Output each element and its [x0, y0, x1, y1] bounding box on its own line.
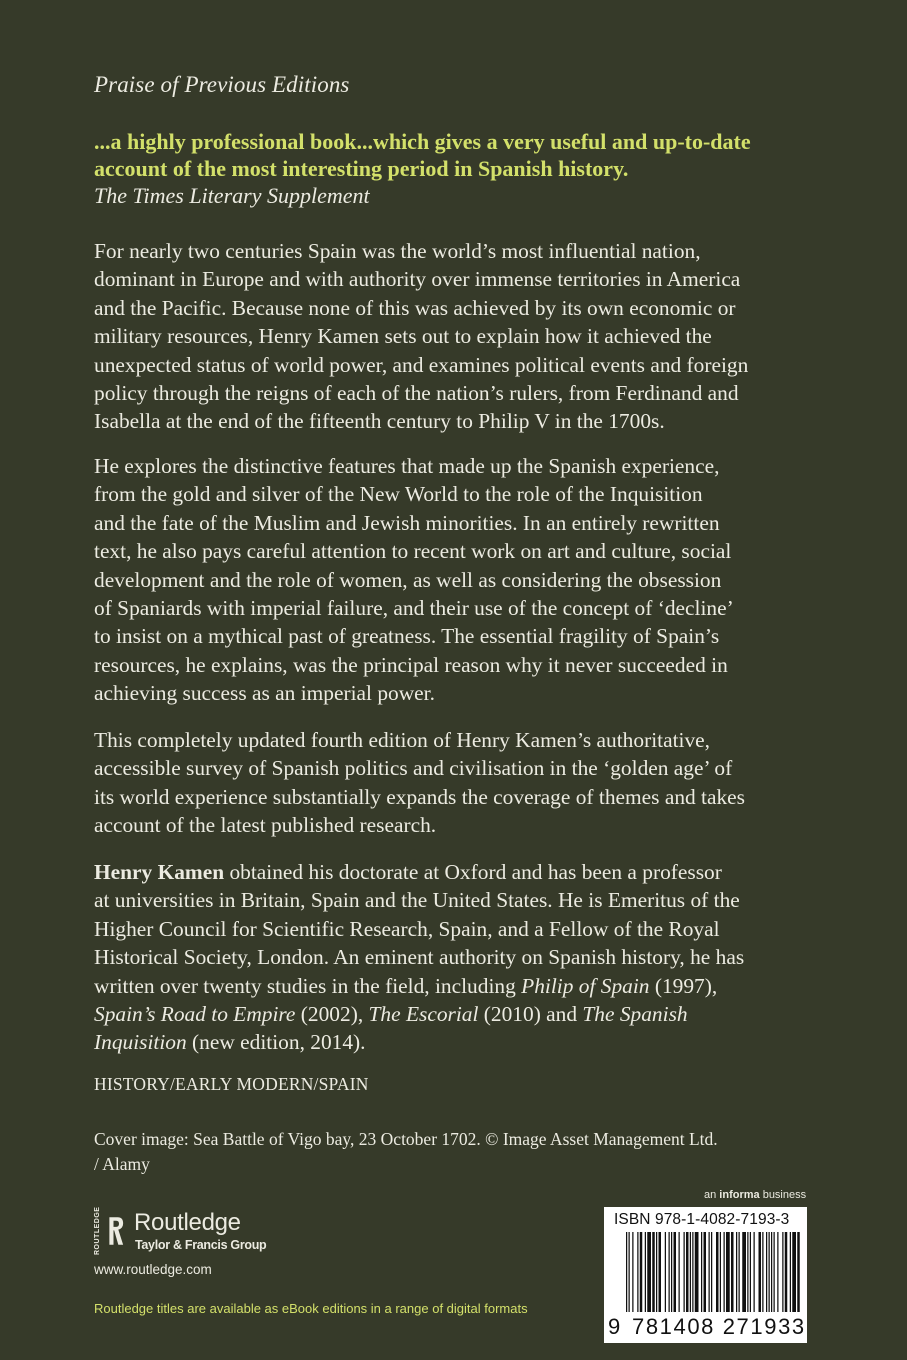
- author-name: Henry Kamen: [94, 860, 225, 884]
- text-line: and the fate of the Muslim and Jewish minorities. In an entirely rewritten: [94, 510, 720, 535]
- text-span: (2002),: [295, 1002, 369, 1027]
- text-line: He explores the distinctive features that made up the Spanish experience,: [94, 454, 720, 478]
- cover-credit: [94, 1127, 834, 1177]
- isbn-barcode: [604, 1207, 807, 1343]
- barcode-bar: [690, 1232, 691, 1312]
- isbn-label: ISBN 978-1-4082-7193-3: [614, 1211, 790, 1228]
- text-line: Isabella at the end of the fifteenth century to Philip V in the 1700s.: [94, 409, 665, 434]
- barcode-bar: [716, 1232, 719, 1312]
- publisher-group: Taylor & Francis Group: [135, 1238, 267, 1252]
- book-title: The Escorial: [368, 1002, 479, 1027]
- barcode-bar: [720, 1232, 721, 1312]
- barcode-bar: [669, 1232, 670, 1312]
- barcode-bar: [640, 1232, 643, 1312]
- text-line: / Alamy: [94, 1154, 150, 1174]
- barcode-bar: [736, 1232, 737, 1312]
- book-title: The Spanish: [582, 1002, 688, 1027]
- text-line: resources, he explains, was the principal reason why it never succeeded in: [94, 652, 728, 677]
- text-span: (1997),: [649, 973, 718, 998]
- barcode-bar: [711, 1232, 712, 1312]
- barcode-bar: [637, 1232, 638, 1312]
- text-line: [94, 1028, 834, 1056]
- barcode-bar: [684, 1232, 685, 1312]
- text-line: [94, 972, 834, 1000]
- text-line: at universities in Britain, Spain and the United States. He is Emeritus of the: [94, 888, 740, 913]
- text-line: policy through the reigns of each of the nation’s rulers, from Ferdinand and: [94, 381, 739, 406]
- barcode-bar: [785, 1232, 788, 1312]
- text-line: [94, 858, 834, 886]
- review-quote: [94, 128, 834, 182]
- barcode-lead-digit: 9: [608, 1314, 622, 1339]
- barcode-bar: [647, 1232, 651, 1312]
- quote-source: The Times Literary Supplement: [94, 183, 370, 208]
- text-span: business: [759, 1189, 807, 1201]
- text-line: and the Pacific. Because none of this was achieved by its own economic or: [94, 295, 736, 320]
- barcode-bar: [665, 1232, 666, 1312]
- text-line: military resources, Henry Kamen sets out to explain how it achieved the: [94, 324, 712, 349]
- barcode-bar: [704, 1232, 707, 1312]
- barcode-bar: [709, 1232, 710, 1312]
- barcode-bar: [671, 1232, 672, 1312]
- barcode-bar: [782, 1232, 783, 1312]
- text-span: written over twenty studies in the field, including: [94, 973, 522, 998]
- book-title: Inquisition: [94, 1030, 187, 1055]
- barcode-bar: [632, 1232, 633, 1312]
- routledge-r-icon: [108, 1207, 130, 1255]
- barcode-bar: [659, 1232, 662, 1312]
- text-line: This completely updated fourth edition of Henry Kamen’s authoritative,: [94, 728, 711, 752]
- ebook-note: Routledge titles are available as eBook editions in a range of digital formats: [94, 1301, 528, 1316]
- barcode-bar: [754, 1232, 755, 1312]
- text-line: achieving success as an imperial power.: [94, 681, 435, 706]
- barcode-bar: [626, 1232, 627, 1312]
- text-line: its world experience substantially expands the coverage of themes and takes: [94, 784, 746, 809]
- barcode-bar: [739, 1232, 740, 1312]
- author-bio: [94, 858, 834, 1057]
- barcode-bar: [726, 1232, 730, 1312]
- praise-heading: Praise of Previous Editions: [94, 72, 350, 97]
- barcode-bar: [724, 1232, 725, 1312]
- logo-vertical-text: ROUTLEDGE: [94, 1206, 101, 1255]
- text-span: an: [704, 1189, 720, 1201]
- barcode-bar: [774, 1232, 775, 1312]
- barcode-digit-groups: 781408 271933: [632, 1314, 806, 1339]
- text-line: Cover image: Sea Battle of Vigo bay, 23 October 1702. © Image Asset Management Ltd.: [94, 1129, 718, 1149]
- barcode-bar: [695, 1232, 699, 1312]
- quote-line: account of the most interesting period in Spanish history.: [94, 156, 629, 181]
- barcode-bar: [747, 1232, 748, 1312]
- text-span: (2010) and: [478, 1002, 583, 1027]
- barcode-bar: [771, 1232, 772, 1312]
- description-paragraph-3: [94, 726, 834, 840]
- description-paragraph-2: [94, 452, 834, 708]
- text-line: [94, 1000, 834, 1028]
- barcode-bar: [742, 1232, 746, 1312]
- text-line: dominant in Europe and with authority over immense territories in America: [94, 267, 741, 292]
- barcode-bar: [674, 1232, 677, 1312]
- informa-name: informa: [719, 1189, 760, 1201]
- publisher-name: Routledge: [134, 1209, 241, 1236]
- barcode-bar: [777, 1232, 778, 1312]
- text-line: accessible survey of Spanish politics and civilisation in the ‘golden age’ of: [94, 756, 733, 781]
- quote-line: ...a highly professional book...which gives a very useful and up-to-date: [94, 129, 751, 154]
- informa-business: [704, 1189, 806, 1201]
- barcode-bar: [645, 1232, 646, 1312]
- text-line: of Spaniards with imperial failure, and their use of the concept of ‘decline’: [94, 596, 734, 621]
- subject-category: HISTORY/EARLY MODERN/SPAIN: [94, 1074, 369, 1094]
- barcode-bar: [686, 1232, 689, 1312]
- barcode-bar: [656, 1232, 657, 1312]
- text-line: text, he also pays careful attention to recent work on art and culture, social: [94, 539, 732, 564]
- barcode-bars: [608, 1232, 803, 1316]
- book-title: Philip of Spain: [521, 973, 650, 998]
- barcode-bar: [679, 1232, 680, 1312]
- text-line: development and the role of women, as well as considering the obsession: [94, 567, 722, 592]
- barcode-bar: [790, 1232, 791, 1312]
- description-paragraph-1: [94, 237, 834, 436]
- book-title: Spain’s Road to Empire: [94, 1002, 296, 1027]
- barcode-bar: [629, 1232, 630, 1312]
- barcode-bar: [762, 1232, 763, 1312]
- barcode-bar: [692, 1232, 693, 1312]
- text-line: For nearly two centuries Spain was the world’s most influential nation,: [94, 239, 701, 263]
- text-span: obtained his doctorate at Oxford and has been a professor: [224, 860, 722, 884]
- text-span: (new edition, 2014).: [186, 1030, 366, 1055]
- text-line: Higher Council for Scientific Research, Spain, and a Fellow of the Royal: [94, 916, 720, 941]
- text-line: account of the latest published research.: [94, 813, 437, 838]
- barcode-bar: [750, 1232, 751, 1312]
- text-line: from the gold and silver of the New World to the role of the Inquisition: [94, 482, 703, 507]
- text-line: unexpected status of world power, and examines political events and foreign: [94, 352, 749, 377]
- barcode-bar: [731, 1232, 734, 1312]
- barcode-bar: [766, 1232, 767, 1312]
- publisher-url[interactable]: www.routledge.com: [94, 1262, 212, 1277]
- barcode-bar: [759, 1232, 762, 1312]
- text-line: Historical Society, London. An eminent authority on Spanish history, he has: [94, 945, 745, 970]
- text-line: to insist on a mythical past of greatness. The essential fragility of Spain’s: [94, 624, 720, 649]
- routledge-logo: [94, 1207, 294, 1257]
- barcode-bar: [652, 1232, 655, 1312]
- barcode-bar: [797, 1232, 800, 1312]
- barcode-bar: [769, 1232, 770, 1312]
- barcode-bar: [792, 1232, 796, 1312]
- barcode-bar: [701, 1232, 702, 1312]
